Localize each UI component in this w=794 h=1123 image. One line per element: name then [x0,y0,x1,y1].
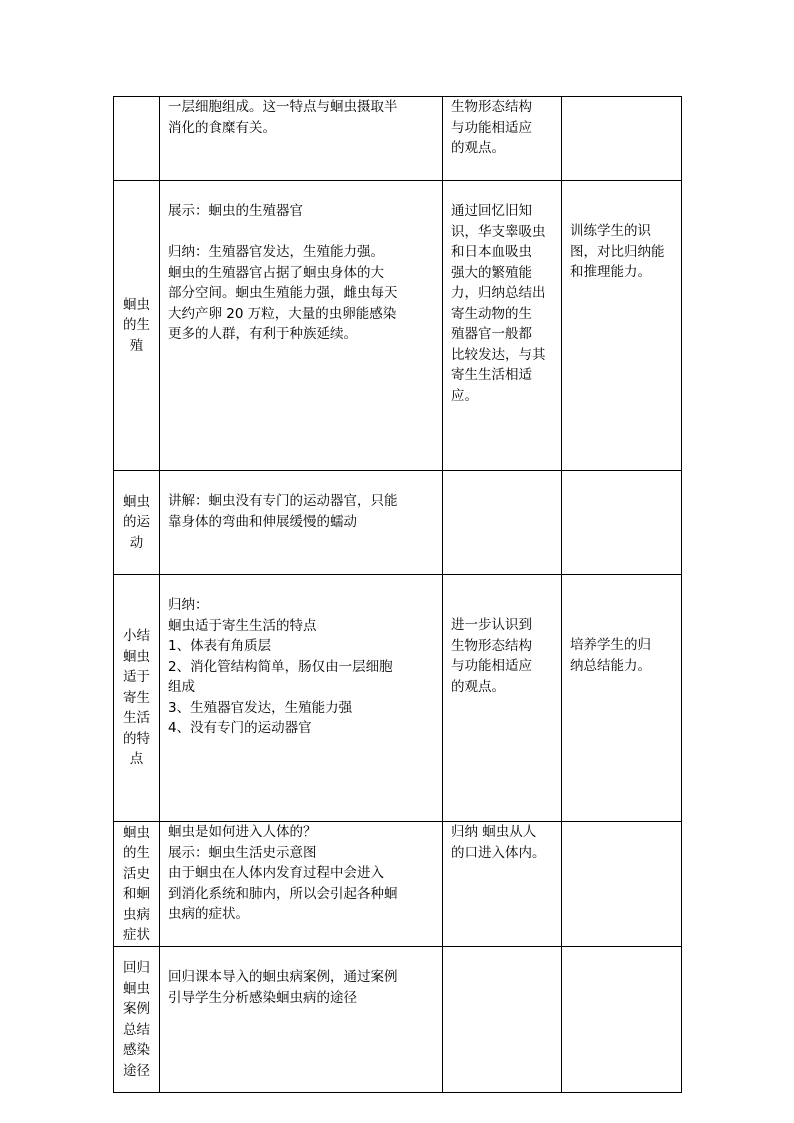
topic-cell [114,97,160,181]
goal-cell [562,947,682,1093]
table-row [114,822,682,947]
topic-cell [114,575,160,822]
goal-cell [562,97,682,181]
intent-text: 归纳 蛔虫从人 的口进入体内。 [451,824,546,861]
goal-cell [562,575,682,822]
content-cell [160,471,443,575]
topic-cell [114,471,160,575]
goal-text: 培养学生的归 纳总结能力。 [570,637,651,674]
goal-cell [562,181,682,471]
goal-text: 训练学生的识 图，对比归纳能 和推理能力。 [570,223,665,280]
topic-cell [114,947,160,1093]
content-text: 归纳： 蛔虫适于寄生生活的特点 1、体表有角质层 2、消化管结构简单，肠仅由一层细胞 组成 3、生殖器官发达，生殖能力强 4、没有专门的运动器官 [168,597,393,736]
topic-text: 蛔虫 的运 动 [123,493,150,551]
intent-cell [443,947,562,1093]
table-row [114,947,682,1093]
table-row [114,97,682,181]
intent-cell [443,97,562,181]
content-text: 一层细胞组成。这一特点与蛔虫摄取半 消化的食糜有关。 [168,99,398,136]
content-cell [160,947,443,1093]
content-cell [160,822,443,947]
topic-text: 蛔虫 的生 殖 [123,296,150,354]
topic-text: 小结 蛔虫 适于 寄生 生活 的特 点 [123,628,150,768]
lesson-plan-table [113,96,682,1093]
table-row [114,181,682,471]
intent-cell [443,822,562,947]
intent-cell [443,575,562,822]
table-row [114,471,682,575]
intent-text: 通过回忆旧知 识，华支睾吸虫 和日本血吸虫 强大的繁殖能 力，归纳总结出 寄生动物的生 殖器官一般都 比较发达，与其 寄生生活相适 应。 [451,203,546,404]
content-text: 回归课本导入的蛔虫病案例，通过案例 引导学生分析感染蛔虫病的途径 [168,969,398,1006]
intent-text: 进一步认识到 生物形态结构 与功能相适应 的观点。 [451,617,532,695]
goal-cell [562,471,682,575]
content-cell [160,97,443,181]
intent-text: 生物形态结构 与功能相适应 的观点。 [451,99,532,156]
topic-text: 回归 蛔虫 案例 总结 感染 途径 [123,960,150,1079]
intent-cell [443,471,562,575]
content-cell [160,181,443,471]
content-text: 展示：蛔虫的生殖器官 归纳：生殖器官发达，生殖能力强。 蛔虫的生殖器官占据了蛔虫身体的大 部分空间。蛔虫生殖能力强，雌虫每天 大约产卵 20 万粒，大量的虫卵能感染 更多的人群，有利于种族延续。 [168,203,398,342]
topic-text: 蛔虫 的生 活史 和蛔 虫病 症状 [123,824,150,943]
table-row [114,575,682,822]
topic-cell [114,181,160,471]
content-cell [160,575,443,822]
intent-cell [443,181,562,471]
goal-cell [562,822,682,947]
content-text: 讲解：蛔虫没有专门的运动器官，只能 靠身体的弯曲和伸展缓慢的蠕动 [168,493,398,530]
content-text: 蛔虫是如何进入人体的？ 展示：蛔虫生活史示意图 由于蛔虫在人体内发育过程中会进入 到消化系统和肺内，所以会引起各种蛔 虫病的症状。 [168,824,398,922]
topic-cell [114,822,160,947]
